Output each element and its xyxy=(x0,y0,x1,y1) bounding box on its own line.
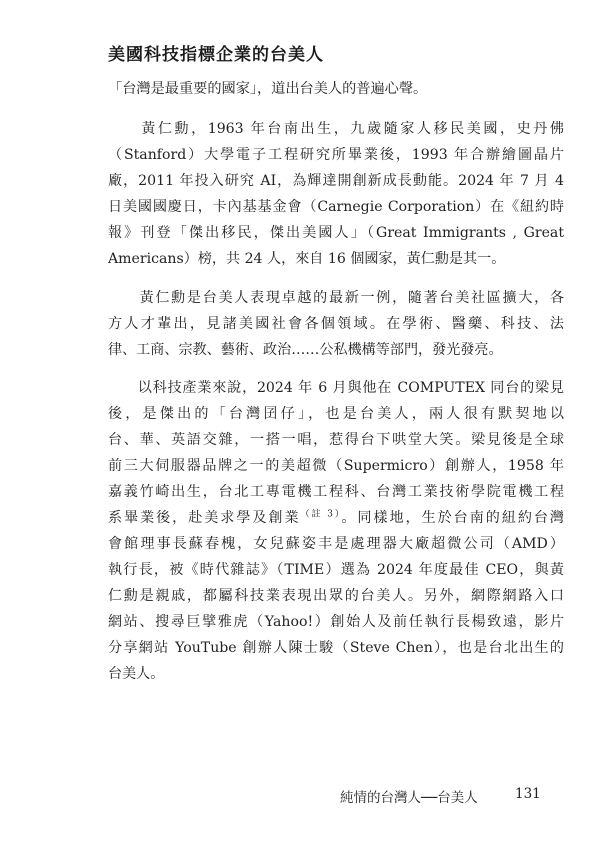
paragraph-line: 台美人。 xyxy=(108,666,165,682)
line-text: 系畢業後，赴美求學及創業 xyxy=(108,510,301,526)
paragraph-line: 仁勳是親戚，都屬科技業表現出眾的台美人。另外，網際網路入口 xyxy=(108,588,564,604)
paragraph-line: 方人才輩出，見諸美國社會各個領域。在學術、醫藥、科技、法 xyxy=(108,316,564,332)
paragraph-line: 會館理事長蘇春槐，女兒蘇姿丰是處理器大廠超微公司（AMD） xyxy=(108,536,564,552)
footnote-reference: （註 3） xyxy=(300,509,342,520)
paragraph-line-with-note xyxy=(108,505,564,531)
paragraph-line: 律、工商、宗教、藝術、政治……公私機構等部門，發光發亮。 xyxy=(108,342,503,358)
paragraph-line: （Stanford）大學電子工程研究所畢業後，1993 年合辦繪圖晶片 xyxy=(108,147,564,163)
paragraph-2 xyxy=(108,285,564,363)
paragraph-line: 以科技產業來說，2024 年 6 月與他在 COMPUTEX 同台的梁見 xyxy=(108,380,564,396)
paragraph-line: 網站、搜尋巨擘雅虎（Yahoo!）創始人及前任執行長楊致遠，影片 xyxy=(108,614,564,630)
running-footer: 純情的台灣人──台美人 xyxy=(340,790,478,806)
line-text-tail: 。同樣地，生於台南的紐約台灣 xyxy=(341,510,564,526)
paragraph-line: 嘉義竹崎出生，台北工專電機工程科、台灣工業技術學院電機工程 xyxy=(108,484,564,500)
paragraph-line: 黃仁勳是台美人表現卓越的最新一例，隨著台美社區擴大，各 xyxy=(108,290,564,306)
paragraph-line: 後，是傑出的「台灣囝仔」，也是台美人，兩人很有默契地以 xyxy=(108,406,564,422)
paragraph-line: 日美國國慶日，卡內基基金會（Carnegie Corporation）在《紐約時 xyxy=(108,199,564,215)
paragraph-1 xyxy=(108,116,564,272)
paragraph-line: 台、華、英語交雜，一搭一唱，惹得台下哄堂大笑。梁見後是全球 xyxy=(108,432,564,448)
paragraph-line: 黃仁勳，1963 年台南出生，九歲隨家人移民美國，史丹佛 xyxy=(108,121,564,137)
paragraph-line: 廠，2011 年投入研究 AI，為輝達開創新成長動能。2024 年 7 月 4 xyxy=(108,173,564,189)
paragraph-line: Americans）榜，共 24 人，來自 16 個國家，黃仁勳是其一。 xyxy=(108,251,506,267)
page-number: 131 xyxy=(515,786,541,802)
paragraph-line: 執行長，被《時代雜誌》（TIME）選為 2024 年度最佳 CEO，與黃 xyxy=(108,562,564,578)
paragraph-3 xyxy=(108,375,564,687)
paragraph-line: 分享網站 YouTube 創辦人陳士駿（Steve Chen），也是台北出生的 xyxy=(108,640,564,656)
section-heading: 美國科技指標企業的台美人 xyxy=(108,45,324,65)
opening-quote: 「台灣是最重要的國家」，道出台美人的普遍心聲。 xyxy=(108,81,428,97)
paragraph-line: 前三大伺服器品牌之一的美超微（Supermicro）創辦人，1958 年 xyxy=(108,458,564,474)
paragraph-line: 報》刊登「傑出移民，傑出美國人」（Great Immigrants , Great xyxy=(108,225,564,241)
